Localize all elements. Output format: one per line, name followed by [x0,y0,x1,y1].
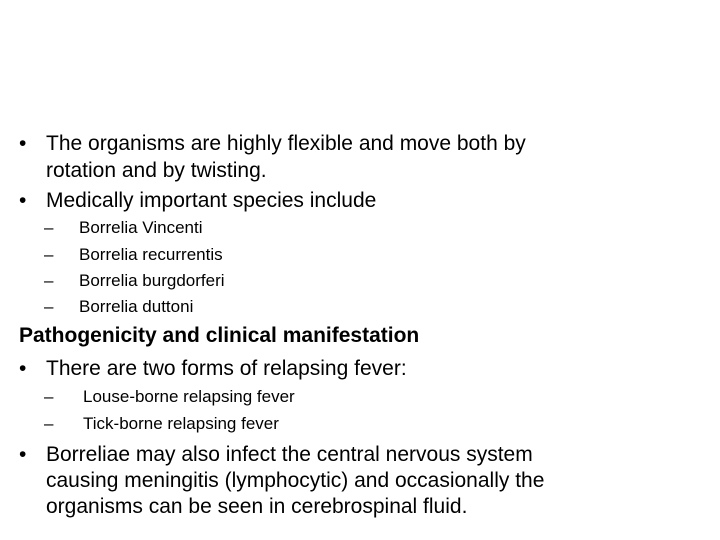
list-item [44,384,444,410]
bullet-item-flexibility [19,130,699,157]
fever-type: Louse-borne relapsing fever [83,387,295,406]
list-item [44,242,444,268]
bullet-text: Medically important species include [46,189,377,212]
list-item [44,268,444,294]
dash-icon: – [44,414,54,433]
section-heading: Pathogenicity and clinical manifestation [19,324,420,347]
bullet-item-species [19,187,699,214]
bullet-item-relapsing-fever [19,355,699,382]
species-name: Borrelia burgdorferi [79,271,225,290]
bullet-icon: • [19,189,27,212]
dash-icon: – [44,218,54,237]
species-name: Borrelia duttoni [79,297,194,316]
bullet-item-cns [19,441,699,468]
bullet-icon: • [19,443,27,466]
species-name: Borrelia Vincenti [79,218,203,237]
bullet-text-continuation: causing meningitis (lymphocytic) and occasionally the [46,469,545,492]
list-item [44,215,444,241]
bullet-icon: • [19,132,27,155]
fever-type: Tick-borne relapsing fever [83,414,279,433]
dash-icon: – [44,245,54,264]
list-item [44,294,444,320]
species-name: Borrelia recurrentis [79,245,223,264]
dash-icon: – [44,387,54,406]
dash-icon: – [44,271,54,290]
bullet-icon: • [19,357,27,380]
bullet-text: Borreliae may also infect the central nervous system [46,443,533,466]
bullet-text-continuation: rotation and by twisting. [46,159,267,182]
bullet-text-continuation: organisms can be seen in cerebrospinal fluid. [46,495,468,518]
list-item [44,411,444,437]
dash-icon: – [44,297,54,316]
bullet-text: The organisms are highly flexible and move both by [46,132,526,155]
bullet-text: There are two forms of relapsing fever: [46,357,407,380]
